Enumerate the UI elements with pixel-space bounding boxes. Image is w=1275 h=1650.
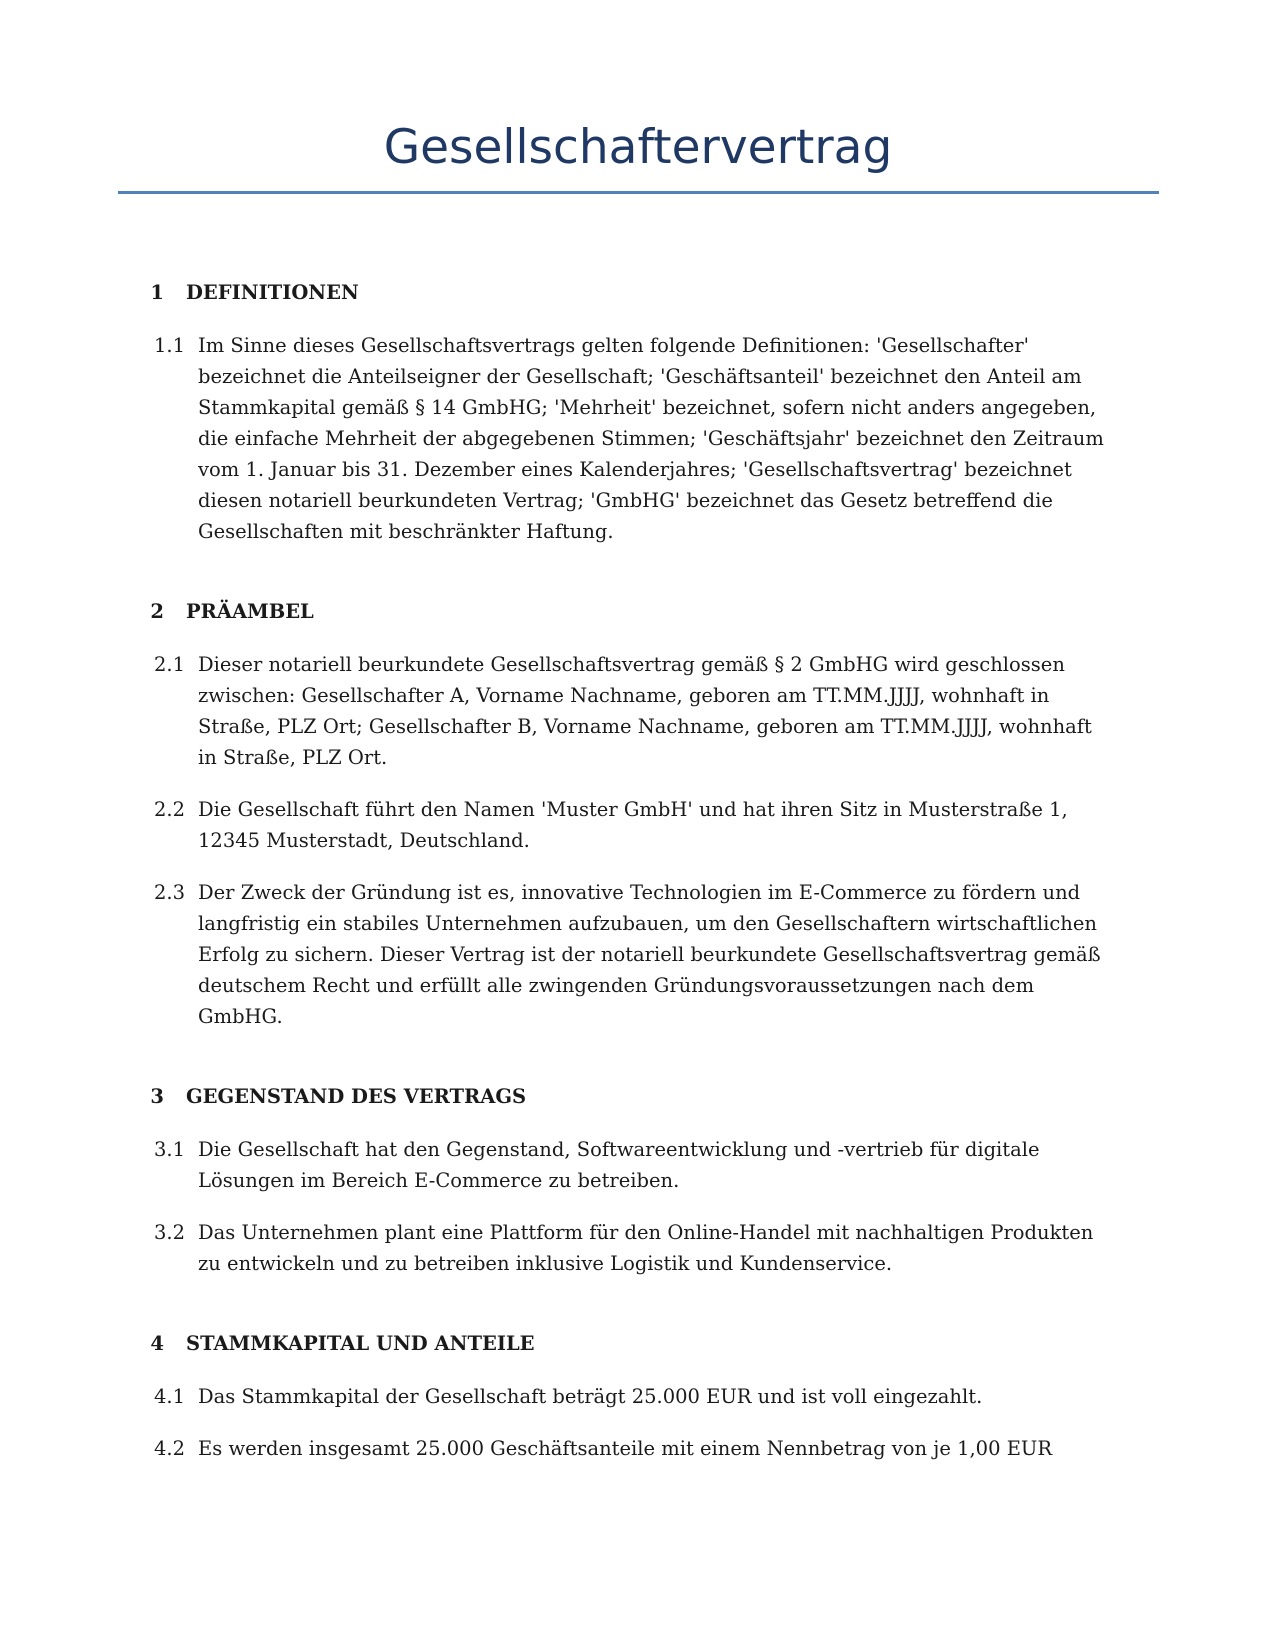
section-title: STAMMKAPITAL UND ANTEILE	[186, 1332, 535, 1355]
section-stammkapital	[118, 1329, 1158, 1464]
title-underline	[118, 191, 1159, 194]
section-title: DEFINITIONEN	[186, 281, 359, 304]
clause-number: 2.3	[154, 881, 186, 904]
clause	[118, 649, 1158, 773]
section-number: 1	[150, 281, 164, 304]
section-definitionen	[118, 278, 1158, 547]
clause-text: Im Sinne dieses Gesellschaftsvertrags gelten folgende Definitionen: 'Gesellschafter' bezeichnet die Anteilseigner der Gesellschaft; 'Geschäftsanteil' bezeichnet den Anteil am Stammkapital gemäß § 14 GmbHG; 'Mehrheit' bezeichnet, sofern nicht anders angegeben, die einfache Mehrheit der abgegebenen Stimmen; 'Geschäftsjahr' bezeichnet den Zeitraum vom 1. Januar bis 31. Dezember eines Kalenderjahres; 'Gesellschaftsvertrag' bezeichnet diesen notariell beurkundeten Vertrag; 'GmbHG' bezeichnet das Gesetz betreffend die Gesellschaften mit beschränkter Haftung.	[198, 334, 1104, 543]
section-title: GEGENSTAND DES VERTRAGS	[186, 1085, 527, 1108]
section-gegenstand	[118, 1082, 1158, 1279]
clause-text: Dieser notariell beurkundete Gesellschaftsvertrag gemäß § 2 GmbHG wird geschlossen zwischen: Gesellschafter A, Vorname Nachname, geboren am TT.MM.JJJJ, wohnhaft in Straße, PLZ Ort; Gesellschafter B, Vorname Nachname, geboren am TT.MM.JJJJ, wohnhaft in Straße, PLZ Ort.	[198, 653, 1092, 769]
clause	[118, 794, 1158, 856]
section-heading	[118, 278, 1158, 308]
clause-text: Die Gesellschaft führt den Namen 'Muster GmbH' und hat ihren Sitz in Musterstraße 1, 12345 Musterstadt, Deutschland.	[198, 798, 1068, 852]
clause	[118, 1217, 1158, 1279]
clause-number: 2.1	[154, 653, 186, 676]
clause-text: Es werden insgesamt 25.000 Geschäftsanteile mit einem Nennbetrag von je 1,00 EUR	[198, 1437, 1053, 1460]
document-title: Gesellschaftervertrag	[383, 120, 893, 175]
clause-number: 3.1	[154, 1138, 186, 1161]
clause-text: Der Zweck der Gründung ist es, innovative Technologien im E-Commerce zu fördern und langfristig ein stabiles Unternehmen aufzubauen, um den Gesellschaftern wirtschaftlichen Erfolg zu sichern. Dieser Vertrag ist der notariell beurkundete Gesellschaftsvertrag gemäß deutschem Recht und erfüllt alle zwingenden Gründungsvoraussetzungen nach dem GmbHG.	[198, 881, 1101, 1028]
section-title: PRÄAMBEL	[186, 600, 314, 623]
section-heading	[118, 1329, 1158, 1359]
clause	[118, 1134, 1158, 1196]
section-praeambel	[118, 597, 1158, 1032]
clause-number: 3.2	[154, 1221, 186, 1244]
clause-text: Das Stammkapital der Gesellschaft beträgt 25.000 EUR und ist voll eingezahlt.	[198, 1385, 983, 1408]
document-body	[118, 278, 1158, 1514]
section-number: 2	[150, 600, 164, 623]
clause-number: 4.2	[154, 1437, 186, 1460]
section-number: 4	[150, 1332, 164, 1355]
section-heading	[118, 1082, 1158, 1112]
clause-number: 1.1	[154, 334, 186, 357]
clause-text: Das Unternehmen plant eine Plattform für den Online-Handel mit nachhaltigen Produkten zu entwickeln und zu betreiben inklusive Logistik und Kundenservice.	[198, 1221, 1094, 1275]
clause-number: 4.1	[154, 1385, 186, 1408]
section-number: 3	[150, 1085, 164, 1108]
clause-text: Die Gesellschaft hat den Gegenstand, Softwareentwicklung und -vertrieb für digitale Lösungen im Bereich E-Commerce zu betreiben.	[198, 1138, 1040, 1192]
clause	[118, 1433, 1158, 1464]
section-heading	[118, 597, 1158, 627]
clause	[118, 877, 1158, 1032]
clause	[118, 1381, 1158, 1412]
clause	[118, 330, 1158, 547]
clause-number: 2.2	[154, 798, 186, 821]
